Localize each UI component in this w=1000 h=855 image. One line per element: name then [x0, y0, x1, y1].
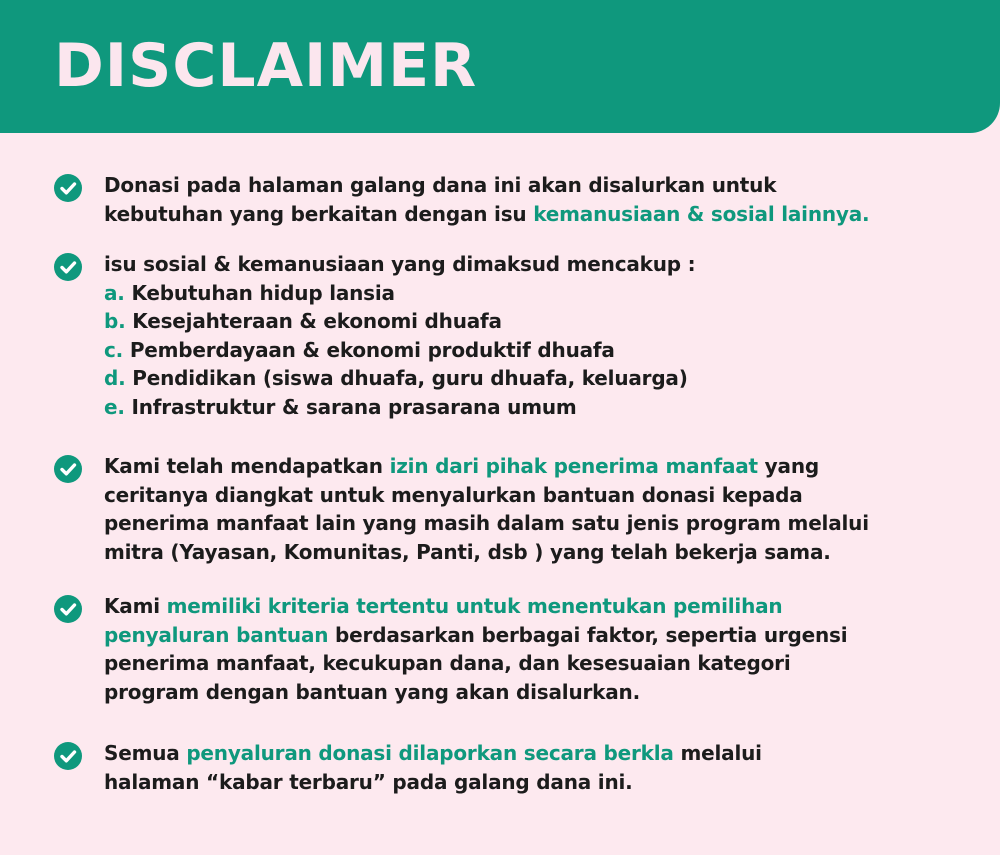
text-segment: Semua: [104, 741, 187, 765]
list-item: [104, 364, 984, 393]
check-circle-icon: [54, 174, 82, 202]
list-item: [104, 279, 984, 308]
list-item: [104, 393, 984, 422]
text-line: penerima manfaat, kecukupan dana, dan kesesuaian kategori: [104, 651, 791, 675]
text-line: penerima manfaat lain yang masih dalam satu jenis program melalui: [104, 511, 869, 535]
text-line: ceritanya diangkat untuk menyalurkan bantuan donasi kepada: [104, 482, 803, 507]
text-segment: berdasarkan berbagai faktor, sepertia urgensi: [328, 622, 848, 647]
text-line: [104, 452, 984, 481]
list-text: Infrastruktur & sarana prasarana umum: [124, 394, 577, 419]
text-line: isu sosial & kemanusiaan yang dimaksud mencakup :: [104, 252, 696, 276]
highlight-text: penyaluran bantuan: [104, 622, 329, 647]
text-segment: Kami: [104, 594, 167, 618]
text-line: mitra (Yayasan, Komunitas, Panti, dsb ) yang telah bekerja sama.: [104, 539, 831, 564]
check-circle-icon: [54, 455, 82, 483]
text-line: program dengan bantuan yang akan disalurkan.: [104, 679, 640, 704]
item-text: [104, 592, 984, 706]
check-circle-icon: [54, 742, 82, 770]
highlight-text: penyaluran donasi dilaporkan secara berkla: [186, 741, 674, 765]
list-item: [104, 307, 984, 336]
page-title: DISCLAIMER: [54, 31, 478, 101]
text-segment: yang: [757, 454, 819, 478]
text-segment: kebutuhan yang berkaitan dengan isu: [104, 201, 534, 226]
list-item: [104, 336, 984, 365]
check-circle-icon: [54, 595, 82, 623]
list-letter: c.: [104, 337, 124, 362]
text-line: [104, 739, 984, 768]
item-text: [104, 452, 984, 566]
list-text: Kesejahteraan & ekonomi dhuafa: [125, 309, 502, 333]
list-letter: e.: [104, 394, 125, 419]
text-line: [104, 592, 984, 621]
item-text: [104, 250, 984, 421]
item-text: [104, 171, 984, 228]
highlight-text: memiliki kriteria tertentu untuk menentukan pemilihan: [166, 594, 783, 618]
text-line: [104, 621, 984, 650]
check-circle-icon: [54, 253, 82, 281]
list-letter: b.: [104, 309, 126, 333]
list-letter: d.: [104, 366, 126, 390]
item-text: [104, 739, 984, 796]
list-text: Kebutuhan hidup lansia: [124, 280, 395, 305]
list-text: Pendidikan (siswa dhuafa, guru dhuafa, keluarga): [125, 366, 688, 390]
list-letter: a.: [104, 280, 125, 305]
list-text: Pemberdayaan & ekonomi produktif dhuafa: [123, 337, 615, 362]
text-line: [104, 200, 984, 229]
header-banner: [0, 0, 1000, 133]
highlight-text: izin dari pihak penerima manfaat: [389, 454, 758, 478]
highlight-text: kemanusiaan & sosial lainnya.: [533, 201, 870, 226]
text-segment: melalui: [673, 741, 762, 765]
text-line: Donasi pada halaman galang dana ini akan disalurkan untuk: [104, 173, 777, 197]
text-line: halaman “kabar terbaru” pada galang dana ini.: [104, 769, 633, 794]
text-segment: Kami telah mendapatkan: [104, 454, 390, 478]
